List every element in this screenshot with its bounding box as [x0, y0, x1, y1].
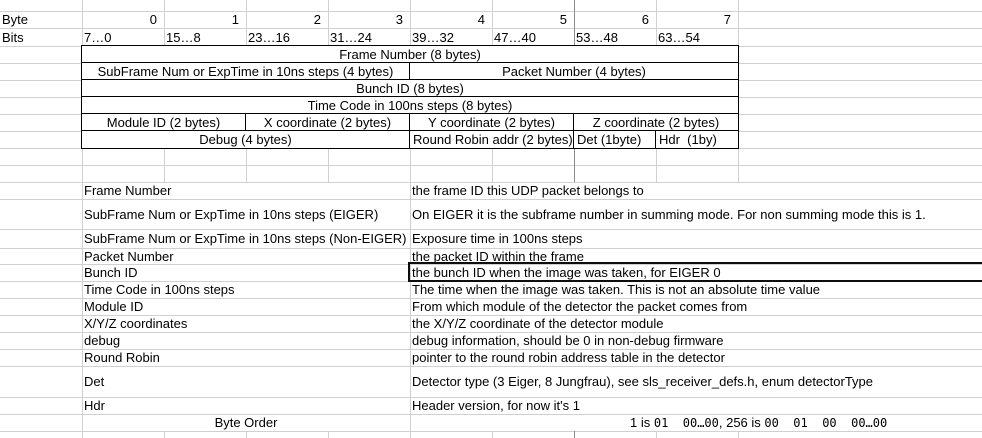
packet-field-cell[interactable]: Bunch ID (8 bytes): [82, 80, 738, 97]
bit-range-cell[interactable]: 31…24: [330, 29, 372, 45]
field-description-cell[interactable]: debug information, should be 0 in non-debug firmware: [412, 333, 724, 348]
byte-number-cell[interactable]: 4: [477, 12, 485, 27]
field-description-cell[interactable]: pointer to the round robin address table in the detector: [412, 350, 725, 365]
packet-field-cell[interactable]: X coordinate (2 bytes): [246, 114, 410, 131]
byte-number-cell[interactable]: 5: [559, 12, 567, 27]
gridline-vertical: [328, 431, 329, 438]
field-name-cell[interactable]: Packet Number: [84, 248, 174, 264]
byte-order-text: , 256 is: [718, 415, 765, 430]
packet-field-cell[interactable]: Debug (4 bytes): [82, 131, 410, 148]
packet-field-cell[interactable]: SubFrame Num or ExpTime in 10ns steps (4 bytes): [82, 63, 410, 80]
byte-order-hex-value: 01 00…00: [653, 415, 719, 430]
packet-field-cell[interactable]: Round Robin addr (2 bytes): [410, 131, 574, 148]
bit-range-cell[interactable]: 47…40: [494, 29, 536, 45]
field-name-cell[interactable]: Frame Number: [84, 183, 172, 198]
field-name-cell[interactable]: Round Robin: [84, 350, 160, 365]
byte-order-label-cell[interactable]: Byte Order: [214, 415, 278, 430]
packet-field-cell[interactable]: Module ID (2 bytes): [82, 114, 246, 131]
field-description-cell[interactable]: the packet ID within the frame: [412, 248, 584, 264]
gridline-vertical: [410, 148, 411, 438]
byte-number-cell[interactable]: 7: [723, 12, 731, 27]
gridline-vertical: [492, 431, 493, 438]
field-name-cell[interactable]: SubFrame Num or ExpTime in 10ns steps (EIGER): [84, 206, 379, 222]
field-description-cell[interactable]: Header version, for now it's 1: [412, 398, 580, 413]
byte-order-value-cell[interactable]: [630, 414, 887, 431]
packet-field-cell[interactable]: Frame Number (8 bytes): [82, 46, 738, 63]
bit-range-cell[interactable]: 39…32: [412, 29, 454, 45]
gridline-vertical: [492, 148, 493, 182]
field-description-cell[interactable]: the X/Y/Z coordinate of the detector module: [412, 316, 664, 331]
bits-header-label[interactable]: Bits: [2, 29, 24, 45]
packet-field-cell[interactable]: Time Code in 100ns steps (8 bytes): [82, 97, 738, 114]
field-name-cell[interactable]: Det: [84, 374, 105, 389]
field-name-cell[interactable]: debug: [84, 333, 121, 348]
byte-order-text: 1 is: [630, 415, 654, 430]
gridline-vertical: [738, 431, 739, 438]
gridline-horizontal: [0, 165, 982, 166]
byte-number-cell[interactable]: 2: [313, 12, 321, 27]
packet-field-cell[interactable]: Packet Number (4 bytes): [410, 63, 738, 80]
bit-range-cell[interactable]: 23…16: [248, 29, 290, 45]
packet-field-cell[interactable]: Z coordinate (2 bytes): [574, 114, 738, 131]
field-description-cell[interactable]: The time when the image was taken. This is not an absolute time value: [412, 282, 821, 297]
byte-number-cell[interactable]: 6: [641, 12, 649, 27]
field-name-cell[interactable]: SubFrame Num or ExpTime in 10ns steps (Non-EIGER): [84, 231, 407, 246]
gridline-vertical: [574, 148, 575, 182]
byte-order-hex-value: 00 01 00 00…00: [764, 415, 888, 430]
gridline-vertical: [164, 148, 165, 182]
field-name-cell[interactable]: X/Y/Z coordinates: [84, 316, 188, 331]
gridline-horizontal: [0, 431, 982, 432]
gridline-vertical: [246, 148, 247, 182]
field-name-cell[interactable]: Time Code in 100ns steps: [84, 282, 235, 297]
byte-number-cell[interactable]: 3: [395, 12, 403, 27]
field-name-cell[interactable]: Module ID: [84, 299, 144, 314]
packet-field-cell[interactable]: Det (1byte): [574, 131, 656, 148]
field-description-cell[interactable]: Detector type (3 Eiger, 8 Jungfrau), see sls_receiver_defs.h, enum detectorType: [412, 374, 874, 389]
gridline-vertical: [738, 148, 739, 182]
bit-range-cell[interactable]: 53…48: [576, 29, 618, 45]
gridline-vertical: [246, 431, 247, 438]
field-description-cell[interactable]: Exposure time in 100ns steps: [412, 231, 583, 246]
byte-header-label[interactable]: Byte: [2, 12, 29, 27]
gridline-vertical: [574, 431, 575, 438]
byte-number-cell[interactable]: 1: [231, 12, 239, 27]
gridline-vertical: [656, 431, 657, 438]
bit-range-cell[interactable]: 63…54: [658, 29, 700, 45]
field-name-cell[interactable]: Bunch ID: [84, 265, 138, 280]
gridline-vertical: [328, 148, 329, 182]
field-description-cell[interactable]: From which module of the detector the packet comes from: [412, 299, 748, 314]
field-description-cell[interactable]: the bunch ID when the image was taken, for EIGER 0: [412, 265, 721, 280]
gridline-vertical: [164, 431, 165, 438]
packet-field-cell[interactable]: Y coordinate (2 bytes): [410, 114, 574, 131]
field-description-cell[interactable]: On EIGER it is the subframe number in summing mode. For non summing mode this is 1.: [412, 206, 926, 222]
byte-number-cell[interactable]: 0: [149, 12, 157, 27]
bit-range-cell[interactable]: 15…8: [166, 29, 201, 45]
gridline-vertical: [738, 0, 739, 46]
packet-structure-table: [81, 45, 739, 149]
bit-range-cell[interactable]: 7…0: [84, 29, 112, 45]
packet-field-cell[interactable]: Hdr (1by): [659, 132, 717, 147]
field-name-cell[interactable]: Hdr: [84, 398, 105, 413]
field-description-cell[interactable]: the frame ID this UDP packet belongs to: [412, 183, 644, 198]
gridline-vertical: [656, 148, 657, 182]
